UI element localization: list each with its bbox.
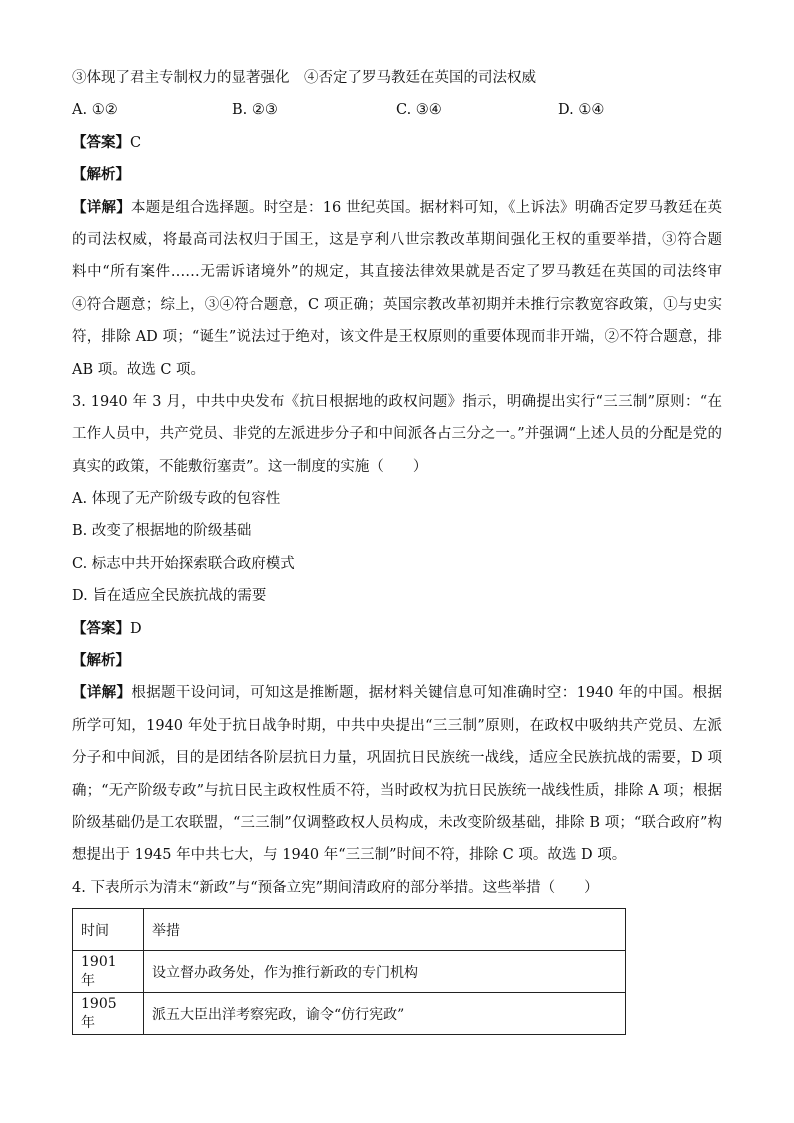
q3-stem-line: 工作人员中，共产党员、非党的左派进步分子和中间派各占三分之一。”并强调“上述人员的分配是党的	[72, 426, 722, 443]
q2-option-c: C. ③④	[396, 102, 442, 119]
q2-option-d: D. ①④	[558, 102, 605, 119]
q2-detail-line: 的司法权威，将最高司法权归于国王，这是亨利八世宗教改革期间强化王权的重要举措，③符合题	[72, 231, 722, 248]
q2-options-row	[72, 94, 722, 126]
answer-value: C	[130, 134, 142, 151]
q4-measures-table	[72, 908, 626, 1035]
q2-detail-line: 料中“所有案件……无需诉诸境外”的规定，其直接法律效果就是否定了罗马教廷在英国的司法终审	[72, 264, 722, 281]
table-cell-measure: 设立督办政务处，作为推行新政的专门机构	[144, 951, 626, 993]
table-cell-year: 1901 年	[73, 951, 144, 993]
q3-option-b: B. 改变了根据地的阶级基础	[72, 523, 252, 540]
q2-option-a: A. ①②	[72, 102, 118, 119]
q3-detail-line: 确；“无产阶级专政”与抗日民主政权性质不符，当时政权为抗日民族统一战线性质，排除 A 项；根据	[72, 782, 722, 799]
q3-option-c: C. 标志中共开始探索联合政府模式	[72, 555, 295, 572]
answer-value: D	[130, 620, 142, 637]
answer-tag: 【答案】	[72, 133, 130, 151]
q3-stem-line: 真实的政策，不能敷衍塞责”。这一制度的实施（ ）	[72, 458, 428, 475]
detail-tag: 【详解】	[72, 198, 131, 216]
answer-tag: 【答案】	[72, 619, 130, 637]
detail-tag: 【详解】	[72, 684, 132, 702]
analysis-tag: 【解析】	[72, 652, 130, 670]
q3-detail-line: 想提出于 1945 年中共七大，与 1940 年“三三制”时间不符，排除 C 项。故选 D 项。	[72, 847, 627, 864]
q3-option-a: A. 体现了无产阶级专政的包容性	[72, 491, 281, 508]
q3-detail-line: 所学可知，1940 年处于抗日战争时期，中共中央提出“三三制”原则，在政权中吸纳共产党员、左派	[72, 717, 722, 734]
q2-detail-line: 【详解】本题是组合选择题。时空是：16 世纪英国。据材料可知，《上诉法》明确否定罗马教廷在英	[72, 198, 722, 216]
analysis-tag: 【解析】	[72, 166, 130, 184]
q3-stem-line: 3. 1940 年 3 月，中共中央发布《抗日根据地的政权问题》指示，明确提出实行“三三制”原则：“在	[72, 393, 722, 410]
q3-detail-line: 分子和中间派，目的是团结各阶层抗日力量，巩固抗日民族统一战线，适应全民族抗战的需要，D 项	[72, 750, 722, 767]
q2-analysis-heading	[72, 159, 722, 191]
q3-detail-line: 阶级基础仍是工农联盟，“三三制”仅调整政权人员构成，未改变阶级基础，排除 B 项；“联合政府”构	[72, 814, 722, 831]
q4-stem: 4. 下表所示为清末“新政”与“预备立宪”期间清政府的部分举措。这些举措（ ）	[72, 879, 599, 896]
table-row	[73, 951, 626, 993]
q2-detail-line: AB 项。故选 C 项。	[72, 361, 206, 378]
table-cell-measure: 派五大臣出洋考察宪政，谕令“仿行宪政”	[144, 993, 626, 1035]
table-header-row	[73, 909, 626, 951]
q3-detail-line: 【详解】根据题干设问词，可知这是推断题，据材料关键信息可知准确时空：1940 年的中国。根据	[72, 684, 722, 702]
q2-statement-line: ③体现了君主专制权力的显著强化 ④否定了罗马教廷在英国的司法权威	[72, 70, 536, 86]
table-cell-year: 1905 年	[73, 993, 144, 1035]
q2-detail-line: 符，排除 AD 项；“诞生”说法过于绝对，该文件是王权原则的重要体现而非开端，②不符合题意，排	[72, 329, 722, 346]
table-header-cell: 时间	[73, 909, 144, 951]
q2-answer	[72, 127, 722, 159]
table-header-cell: 举措	[144, 909, 626, 951]
q3-option-d: D. 旨在适应全民族抗战的需要	[72, 588, 267, 605]
table-row	[73, 993, 626, 1035]
q2-detail-line: ④符合题意；综上，③④符合题意，C 项正确；英国宗教改革初期并未推行宗教宽容政策，①与史实	[72, 296, 722, 313]
q3-analysis-heading	[72, 645, 722, 677]
q2-option-b: B. ②③	[232, 102, 278, 119]
q3-answer	[72, 613, 722, 645]
exam-page	[72, 62, 722, 1035]
